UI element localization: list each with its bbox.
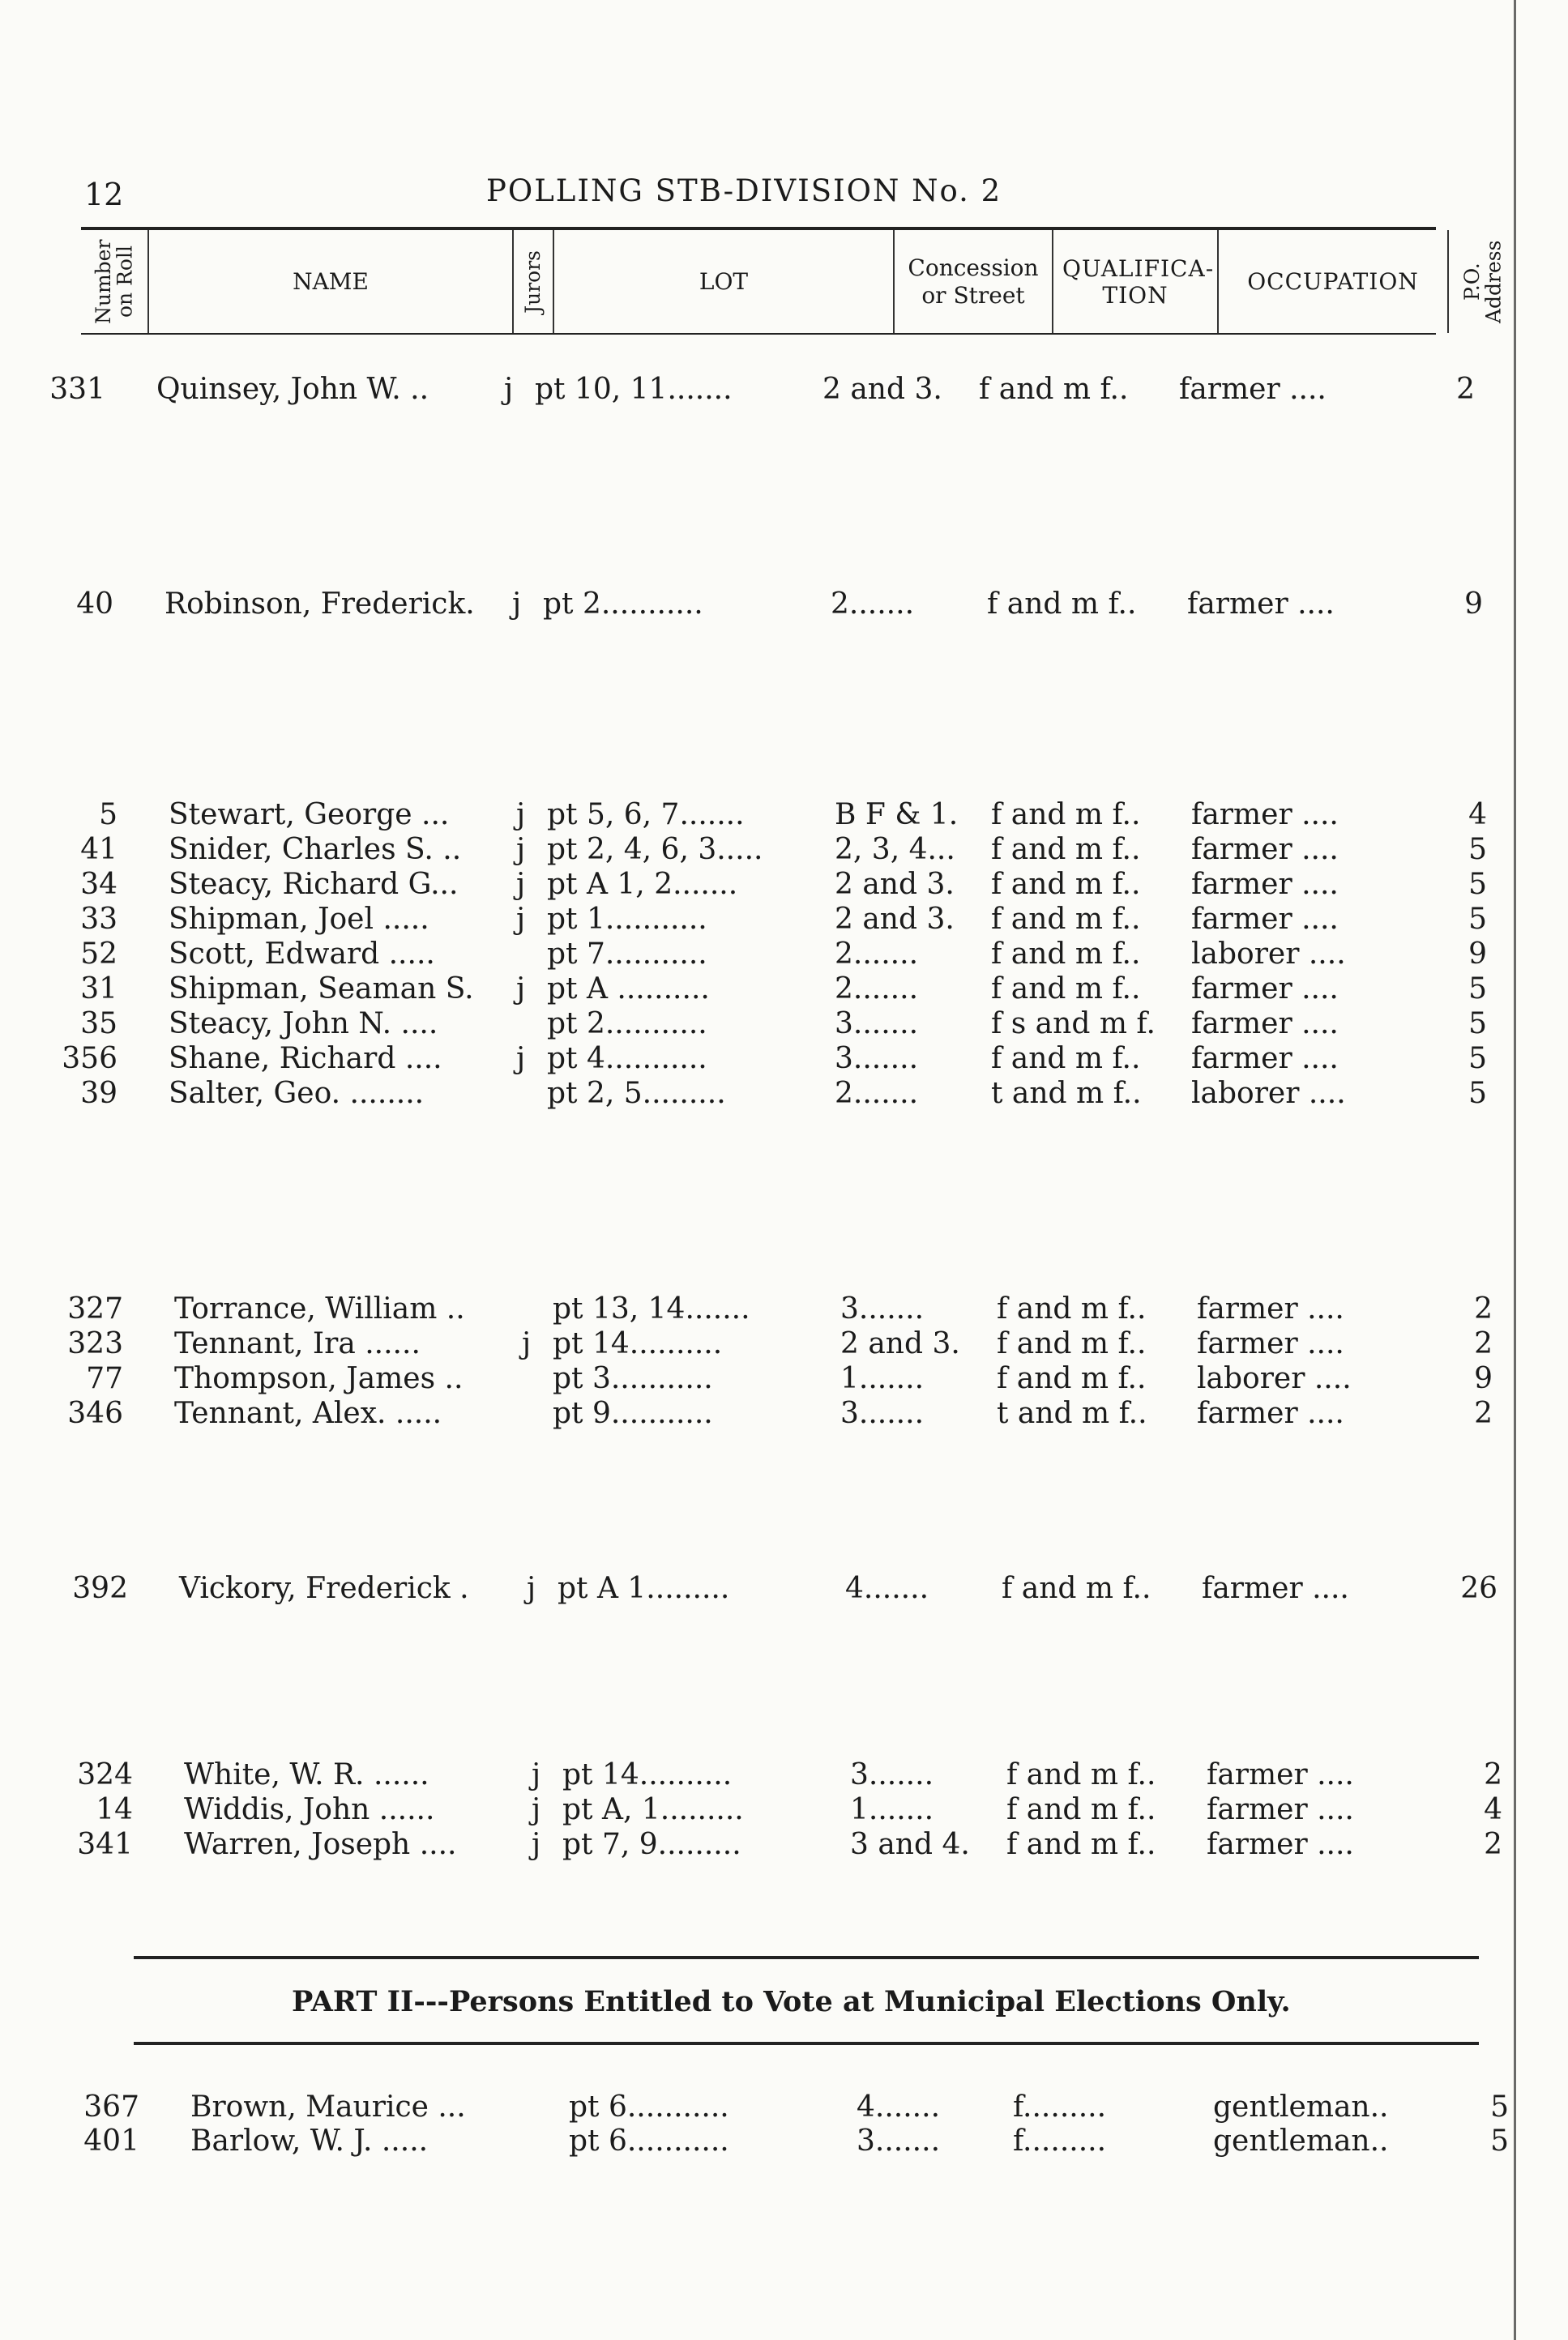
header-qualification: QUALIFICA-TION: [1053, 230, 1219, 333]
entry-lot: pt 1...........: [547, 903, 707, 936]
header-jurors: Jurors: [514, 230, 554, 333]
entry-name: Steacy, Richard G...: [169, 868, 459, 901]
entry-conc: 2 and 3.: [840, 1327, 960, 1360]
entry-conc: 4.......: [857, 2090, 941, 2124]
entry-jur: j: [532, 1793, 541, 1826]
entry-name: Snider, Charles S. ..: [169, 833, 462, 866]
entry-addr: 9: [1464, 587, 1483, 621]
entry-num: 40: [76, 587, 113, 621]
list-item: [66, 1327, 1509, 1361]
header-occupation: OCCUPATION: [1219, 230, 1449, 333]
entry-num: 41: [80, 833, 117, 866]
entry-name: Steacy, John N. ....: [169, 1007, 438, 1040]
entry-lot: pt A 1.........: [558, 1572, 730, 1605]
entry-jur: j: [532, 1828, 541, 1861]
entry-occ: farmer ....: [1202, 1572, 1349, 1605]
entry-conc: 3.......: [840, 1292, 925, 1326]
entry-conc: 2 and 3.: [835, 903, 955, 936]
entry-qual: f and m f..: [997, 1362, 1147, 1395]
entry-lot: pt 10, 11.......: [535, 373, 733, 406]
entry-occ: farmer ....: [1191, 972, 1339, 1006]
entry-conc: 3 and 4.: [850, 1828, 970, 1861]
entry-num: 5: [99, 798, 117, 831]
entry-occ: farmer ....: [1191, 1007, 1339, 1040]
entry-jur: j: [516, 1042, 526, 1075]
entry-jur: j: [522, 1327, 532, 1360]
entry-lot: pt 7, 9.........: [562, 1828, 741, 1861]
entry-lot: pt 14..........: [553, 1327, 723, 1360]
entry-num: 401: [83, 2124, 139, 2158]
entry-name: Stewart, George ...: [169, 798, 450, 831]
entry-num: 77: [86, 1362, 123, 1395]
entry-addr: 5: [1468, 1077, 1487, 1110]
entry-lot: pt A 1, 2.......: [547, 868, 738, 901]
entry-conc: 1.......: [840, 1362, 925, 1395]
entry-occ: gentleman..: [1213, 2124, 1389, 2158]
list-item: [61, 798, 1503, 832]
entry-lot: pt 5, 6, 7.......: [547, 798, 745, 831]
entry-qual: f and m f..: [997, 1327, 1147, 1360]
entry-qual: t and m f..: [991, 1077, 1142, 1110]
entry-occ: farmer ....: [1191, 868, 1339, 901]
entry-num: 35: [80, 1007, 117, 1040]
entry-name: Shipman, Joel .....: [169, 903, 429, 936]
entry-addr: 2: [1474, 1327, 1493, 1360]
entry-name: Robinson, Frederick.: [164, 587, 475, 621]
page-edge-shadow: [1514, 0, 1516, 2340]
entry-qual: f and m f..: [997, 1292, 1147, 1326]
entry-occ: laborer ....: [1197, 1362, 1352, 1395]
entry-jur: j: [504, 373, 514, 406]
list-item: [61, 972, 1503, 1006]
entry-conc: 2 and 3.: [822, 373, 942, 406]
entry-qual: f and m f..: [991, 833, 1141, 866]
entry-conc: 2.......: [835, 972, 919, 1006]
entry-name: Shipman, Seaman S.: [169, 972, 474, 1006]
entry-addr: 5: [1468, 972, 1487, 1006]
entry-lot: pt 7...........: [547, 937, 707, 971]
entry-num: 52: [80, 937, 117, 971]
entry-name: Tennant, Ira ......: [174, 1327, 421, 1360]
entry-lot: pt 13, 14.......: [553, 1292, 750, 1326]
entry-lot: pt 6...........: [569, 2124, 729, 2158]
entry-occ: farmer ....: [1187, 587, 1335, 621]
entry-num: 356: [62, 1042, 117, 1075]
entry-addr: 9: [1468, 937, 1487, 971]
list-item: [83, 2124, 1525, 2159]
entry-num: 39: [80, 1077, 117, 1110]
entry-occ: farmer ....: [1207, 1793, 1354, 1826]
list-item: [66, 1292, 1509, 1326]
entry-occ: farmer ....: [1207, 1828, 1354, 1861]
list-item: [76, 1793, 1519, 1827]
entry-qual: f and m f..: [991, 868, 1141, 901]
entry-addr: 9: [1474, 1362, 1493, 1395]
entry-addr: 4: [1484, 1793, 1502, 1826]
header-name: NAME: [149, 230, 514, 333]
entry-addr: 2: [1484, 1758, 1502, 1791]
entry-jur: j: [516, 972, 526, 1006]
entry-addr: 4: [1468, 798, 1487, 831]
entry-name: Widdis, John ......: [184, 1793, 435, 1826]
entry-addr: 5: [1490, 2090, 1509, 2124]
entry-qual: f and m f..: [991, 1042, 1141, 1075]
entry-qual: f and m f..: [979, 373, 1129, 406]
entry-occ: farmer ....: [1197, 1397, 1344, 1430]
entry-num: 14: [96, 1793, 133, 1826]
entry-occ: farmer ....: [1191, 1042, 1339, 1075]
entry-num: 346: [67, 1397, 123, 1430]
entry-conc: 3.......: [835, 1007, 919, 1040]
entry-lot: pt A, 1.........: [562, 1793, 744, 1826]
entry-addr: 5: [1468, 903, 1487, 936]
entry-addr: 2: [1456, 373, 1475, 406]
entry-num: 331: [49, 373, 105, 406]
entry-addr: 5: [1468, 833, 1487, 866]
list-item: [76, 1828, 1519, 1862]
entry-conc: 2.......: [835, 1077, 919, 1110]
entry-conc: 2.......: [835, 937, 919, 971]
entry-occ: farmer ....: [1191, 903, 1339, 936]
entry-conc: 1.......: [850, 1793, 934, 1826]
list-item: [49, 373, 1491, 407]
entry-jur: j: [516, 798, 526, 831]
entry-qual: f.........: [1013, 2090, 1107, 2124]
entry-addr: 5: [1468, 1007, 1487, 1040]
entry-num: 323: [67, 1327, 123, 1360]
list-item: [71, 1572, 1514, 1606]
entry-name: Salter, Geo. ........: [169, 1077, 425, 1110]
list-item: [61, 1042, 1503, 1076]
entry-name: Brown, Maurice ...: [190, 2090, 466, 2124]
entry-name: Torrance, William ..: [174, 1292, 465, 1326]
entry-name: Thompson, James ..: [174, 1362, 464, 1395]
header-lot: LOT: [554, 230, 895, 333]
list-item: [61, 833, 1503, 867]
list-item: [61, 868, 1503, 902]
entry-occ: farmer ....: [1191, 798, 1339, 831]
header-concession: Concession or Street: [895, 230, 1053, 333]
part-divider-bottom: [134, 2042, 1479, 2045]
entry-name: Tennant, Alex. .....: [174, 1397, 442, 1430]
header-number-on-roll: Number on Roll: [81, 230, 149, 333]
entry-jur: j: [512, 587, 522, 621]
entry-name: Quinsey, John W. ..: [156, 373, 429, 406]
entry-addr: 2: [1474, 1292, 1493, 1326]
entry-qual: f s and m f.: [991, 1007, 1156, 1040]
entry-occ: farmer ....: [1179, 373, 1327, 406]
entry-conc: 3.......: [835, 1042, 919, 1075]
page-number: 12: [84, 177, 124, 212]
list-item: [61, 937, 1503, 971]
entry-occ: farmer ....: [1207, 1758, 1354, 1791]
entry-num: 31: [80, 972, 117, 1006]
entry-qual: f and m f..: [991, 903, 1141, 936]
list-item: [66, 1362, 1509, 1396]
entry-lot: pt 4...........: [547, 1042, 707, 1075]
entry-qual: f and m f..: [1006, 1793, 1156, 1826]
entry-qual: f and m f..: [1006, 1828, 1156, 1861]
list-item: [61, 1007, 1503, 1041]
entry-qual: f.........: [1013, 2124, 1107, 2158]
header-po-address: P.O. Address: [1459, 240, 1505, 323]
entry-lot: pt 6...........: [569, 2090, 729, 2124]
entry-occ: farmer ....: [1191, 833, 1339, 866]
entry-conc: 2 and 3.: [835, 868, 955, 901]
entry-lot: pt A ..........: [547, 972, 710, 1006]
entry-jur: j: [527, 1572, 536, 1605]
list-item: [83, 2090, 1525, 2124]
entry-occ: laborer ....: [1191, 1077, 1346, 1110]
entry-qual: f and m f..: [991, 937, 1141, 971]
entry-jur: j: [532, 1758, 541, 1791]
part-heading: PART II---Persons Entitled to Vote at Municipal Elections Only.: [292, 1985, 1291, 2018]
entry-lot: pt 14..........: [562, 1758, 733, 1791]
entry-lot: pt 3...........: [553, 1362, 713, 1395]
entry-addr: 5: [1468, 1042, 1487, 1075]
entry-jur: j: [516, 833, 526, 866]
entry-lot: pt 2, 5.........: [547, 1077, 726, 1110]
entry-conc: 4.......: [845, 1572, 929, 1605]
entry-conc: 3.......: [840, 1397, 925, 1430]
entry-conc: 3.......: [857, 2124, 941, 2158]
entry-conc: B F & 1.: [835, 798, 959, 831]
column-header-table: [81, 227, 1505, 335]
entry-name: Scott, Edward .....: [169, 937, 435, 971]
entry-qual: f and m f..: [987, 587, 1137, 621]
entry-addr: 26: [1460, 1572, 1498, 1605]
entry-addr: 2: [1484, 1828, 1502, 1861]
entry-num: 33: [80, 903, 117, 936]
entry-name: Shane, Richard ....: [169, 1042, 442, 1075]
list-item: [61, 1077, 1503, 1111]
entry-lot: pt 2...........: [543, 587, 703, 621]
entry-name: Vickory, Frederick .: [179, 1572, 469, 1605]
entry-name: White, W. R. ......: [184, 1758, 429, 1791]
entry-num: 392: [72, 1572, 128, 1605]
entry-addr: 5: [1490, 2124, 1509, 2158]
entry-qual: f and m f..: [1006, 1758, 1156, 1791]
entry-occ: laborer ....: [1191, 937, 1346, 971]
entry-qual: f and m f..: [991, 798, 1141, 831]
entry-addr: 5: [1468, 868, 1487, 901]
entry-name: Barlow, W. J. .....: [190, 2124, 429, 2158]
entry-conc: 2, 3, 4...: [835, 833, 955, 866]
entry-num: 327: [67, 1292, 123, 1326]
list-item: [66, 1397, 1509, 1431]
running-title: POLLING STB-DIVISION No. 2: [486, 173, 1002, 208]
entry-num: 34: [80, 868, 117, 901]
entry-qual: t and m f..: [997, 1397, 1147, 1430]
entry-num: 341: [77, 1828, 133, 1861]
part-divider-top: [134, 1956, 1479, 1959]
entry-lot: pt 2, 4, 6, 3.....: [547, 833, 763, 866]
entry-conc: 3.......: [850, 1758, 934, 1791]
entry-num: 324: [77, 1758, 133, 1791]
entry-lot: pt 2...........: [547, 1007, 707, 1040]
entry-num: 367: [83, 2090, 139, 2124]
entry-name: Warren, Joseph ....: [184, 1828, 457, 1861]
entry-jur: j: [516, 868, 526, 901]
list-item: [57, 587, 1499, 621]
entry-conc: 2.......: [831, 587, 915, 621]
list-item: [61, 903, 1503, 937]
entry-qual: f and m f..: [1002, 1572, 1151, 1605]
list-item: [76, 1758, 1519, 1792]
entry-lot: pt 9...........: [553, 1397, 713, 1430]
entry-occ: farmer ....: [1197, 1292, 1344, 1326]
entry-occ: farmer ....: [1197, 1327, 1344, 1360]
entry-jur: j: [516, 903, 526, 936]
entry-addr: 2: [1474, 1397, 1493, 1430]
entry-qual: f and m f..: [991, 972, 1141, 1006]
entry-occ: gentleman..: [1213, 2090, 1389, 2124]
